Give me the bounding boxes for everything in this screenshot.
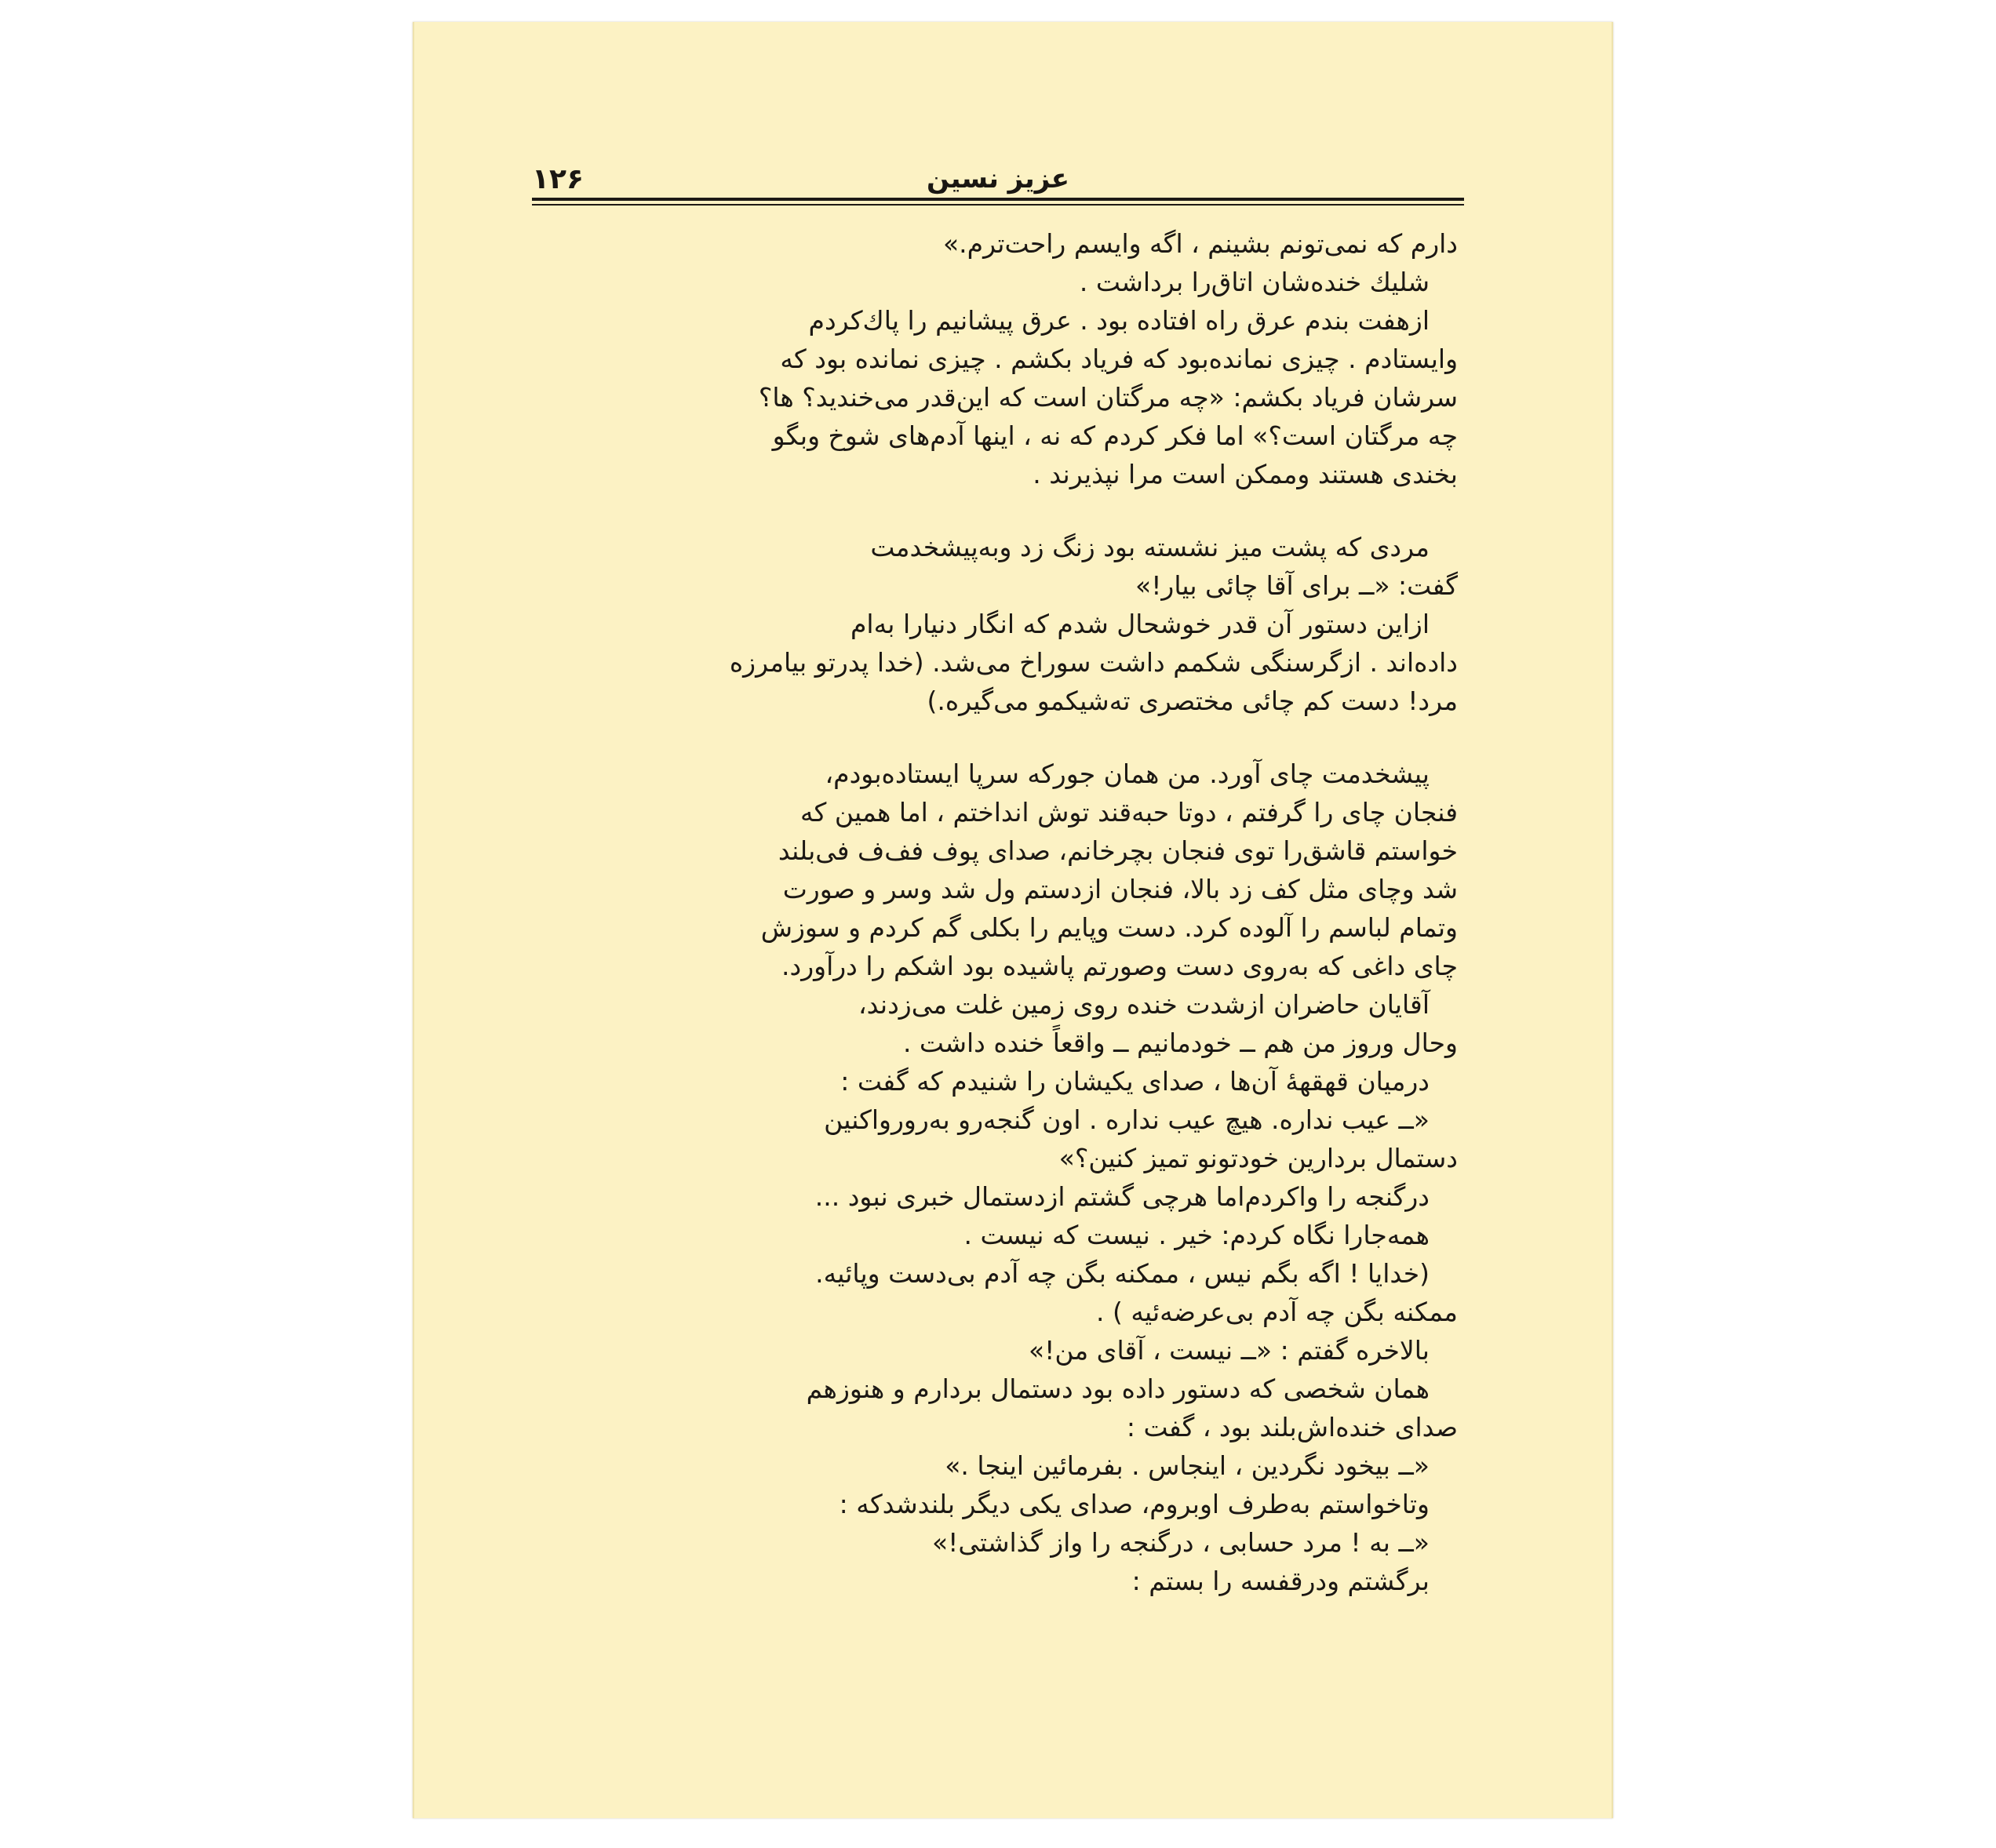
page-header xyxy=(532,149,1464,204)
text-line: مرد! دست کم چائی مختصری ته‌شیکمو می‌گیره.) xyxy=(927,686,1458,716)
paragraph xyxy=(532,528,1458,720)
text-line: خواستم قاشق‌را توی فنجان بچرخانم، صدای پوف فف‌ف فی‌بلند xyxy=(778,835,1458,866)
text-line: همه‌جارا نگاه کردم: خیر . نیست که نیست . xyxy=(963,1220,1430,1250)
paragraph-gap xyxy=(532,720,1458,755)
text-line: درگنجه را واکردم‌اما هرچی گشتم ازدستمال خبری نبود ... xyxy=(814,1181,1430,1212)
text-line: دستمال بردارین خودتونو تمیز کنین؟» xyxy=(1058,1143,1458,1173)
page-number: ۱۲۶ xyxy=(532,163,584,195)
text-line: ازاین دستور آن قدر خوشحال شدم که انگار دنیارا به‌ام xyxy=(850,609,1430,639)
paragraph xyxy=(532,755,1458,1600)
text-line: فنجان چای را گرفتم ، دوتا حبه‌قند توش انداختم ، اما همین که xyxy=(799,797,1458,828)
text-line: «ــ عیب نداره. هیچ عیب نداره . اون گنجه‌رو به‌رورواکنین xyxy=(824,1104,1430,1135)
text-line: آقایان حاضران ازشدت خنده روی زمین غلت می‌زدند، xyxy=(858,989,1430,1020)
text-line: بالاخره گفتم : «ــ نیست ، آقای من!» xyxy=(1028,1335,1430,1366)
text-line: شلیك خنده‌شان اتاق‌را برداشت . xyxy=(1079,267,1430,297)
text-line: وتمام لباسم را آلوده کرد. دست وپایم را بکلی گم کردم و سوزش xyxy=(760,912,1458,943)
text-line: پیشخدمت چای آورد. من همان جورکه سرپا ایستاده‌بودم، xyxy=(825,758,1430,789)
text-line: صدای خنده‌اش‌بلند بود ، گفت : xyxy=(1126,1412,1458,1442)
page-right-edge xyxy=(1612,22,1613,1818)
text-line: (خدایا ! اگه بگم نیس ، ممکنه بگن چه آدم بی‌دست وپائیه. xyxy=(815,1258,1430,1289)
text-line: «ــ به ! مرد حسابی ، درگنجه را واز گذاشتی!» xyxy=(931,1527,1430,1558)
paragraph-gap xyxy=(532,493,1458,528)
text-line: داده‌اند . ازگرسنگی شکمم داشت سوراخ می‌شد. (خدا پدرتو بیامرزه xyxy=(729,647,1458,678)
text-line: ممکنه بگن چه آدم بی‌عرضه‌ئیه ) . xyxy=(1096,1297,1458,1327)
text-line: ازهفت بندم عرق راه افتاده بود . عرق پیشانیم را پاك‌کردم xyxy=(808,305,1430,336)
text-line: چای داغی که به‌روی دست وصورتم پاشیده بود اشکم را درآورد. xyxy=(781,951,1458,981)
text-line: مردی که پشت میز نشسته بود زنگ زد وبه‌پیشخدمت xyxy=(870,532,1430,562)
text-line: وایستادم . چیزی نمانده‌بود که فریاد بکشم . چیزی نمانده بود که xyxy=(780,344,1458,374)
text-line: وحال وروز من هم ــ خودمانیم ــ واقعاً خنده داشت . xyxy=(902,1028,1458,1058)
text-line: برگشتم ودرقفسه را بستم : xyxy=(1131,1566,1430,1596)
header-rule-thick xyxy=(532,198,1464,201)
text-line: سرشان فریاد بکشم: «چه مرگتان است که این‌قدر می‌خندید؟ ها؟ xyxy=(758,382,1458,413)
text-line: درمیان قهقههٔ آن‌ها ، صدای یکیشان را شنیدم که گفت : xyxy=(840,1066,1430,1097)
text-line: گفت: «ــ برای آقا چائی بیار!» xyxy=(1135,570,1458,601)
paragraph xyxy=(532,224,1458,493)
running-title: عزیز نسین xyxy=(927,163,1069,195)
body-text xyxy=(532,224,1458,1600)
text-line: چه مرگتان است؟» اما فکر کردم که نه ، اینها آدم‌های شوخ وبگو xyxy=(772,420,1458,451)
text-line: «ــ بیخود نگردین ، اینجاس . بفرمائین اینجا .» xyxy=(945,1450,1430,1481)
text-line: بخندی هستند وممکن است مرا نپذیرند . xyxy=(1033,459,1458,489)
text-line: دارم که نمی‌تونم بشینم ، اگه وایسم راحت‌ترم.» xyxy=(942,228,1458,259)
text-line: شد وچای مثل کف زد بالا، فنجان ازدستم ول شد وسر و صورت xyxy=(782,874,1458,904)
text-line: وتاخواستم به‌طرف اوبروم، صدای یکی دیگر بلندشدکه : xyxy=(839,1489,1430,1519)
book-page xyxy=(413,22,1613,1818)
header-rule-thin xyxy=(532,204,1464,206)
page-left-edge xyxy=(413,22,414,1818)
text-line: همان شخصی که دستور داده بود دستمال بردارم و هنوزهم xyxy=(806,1373,1430,1404)
